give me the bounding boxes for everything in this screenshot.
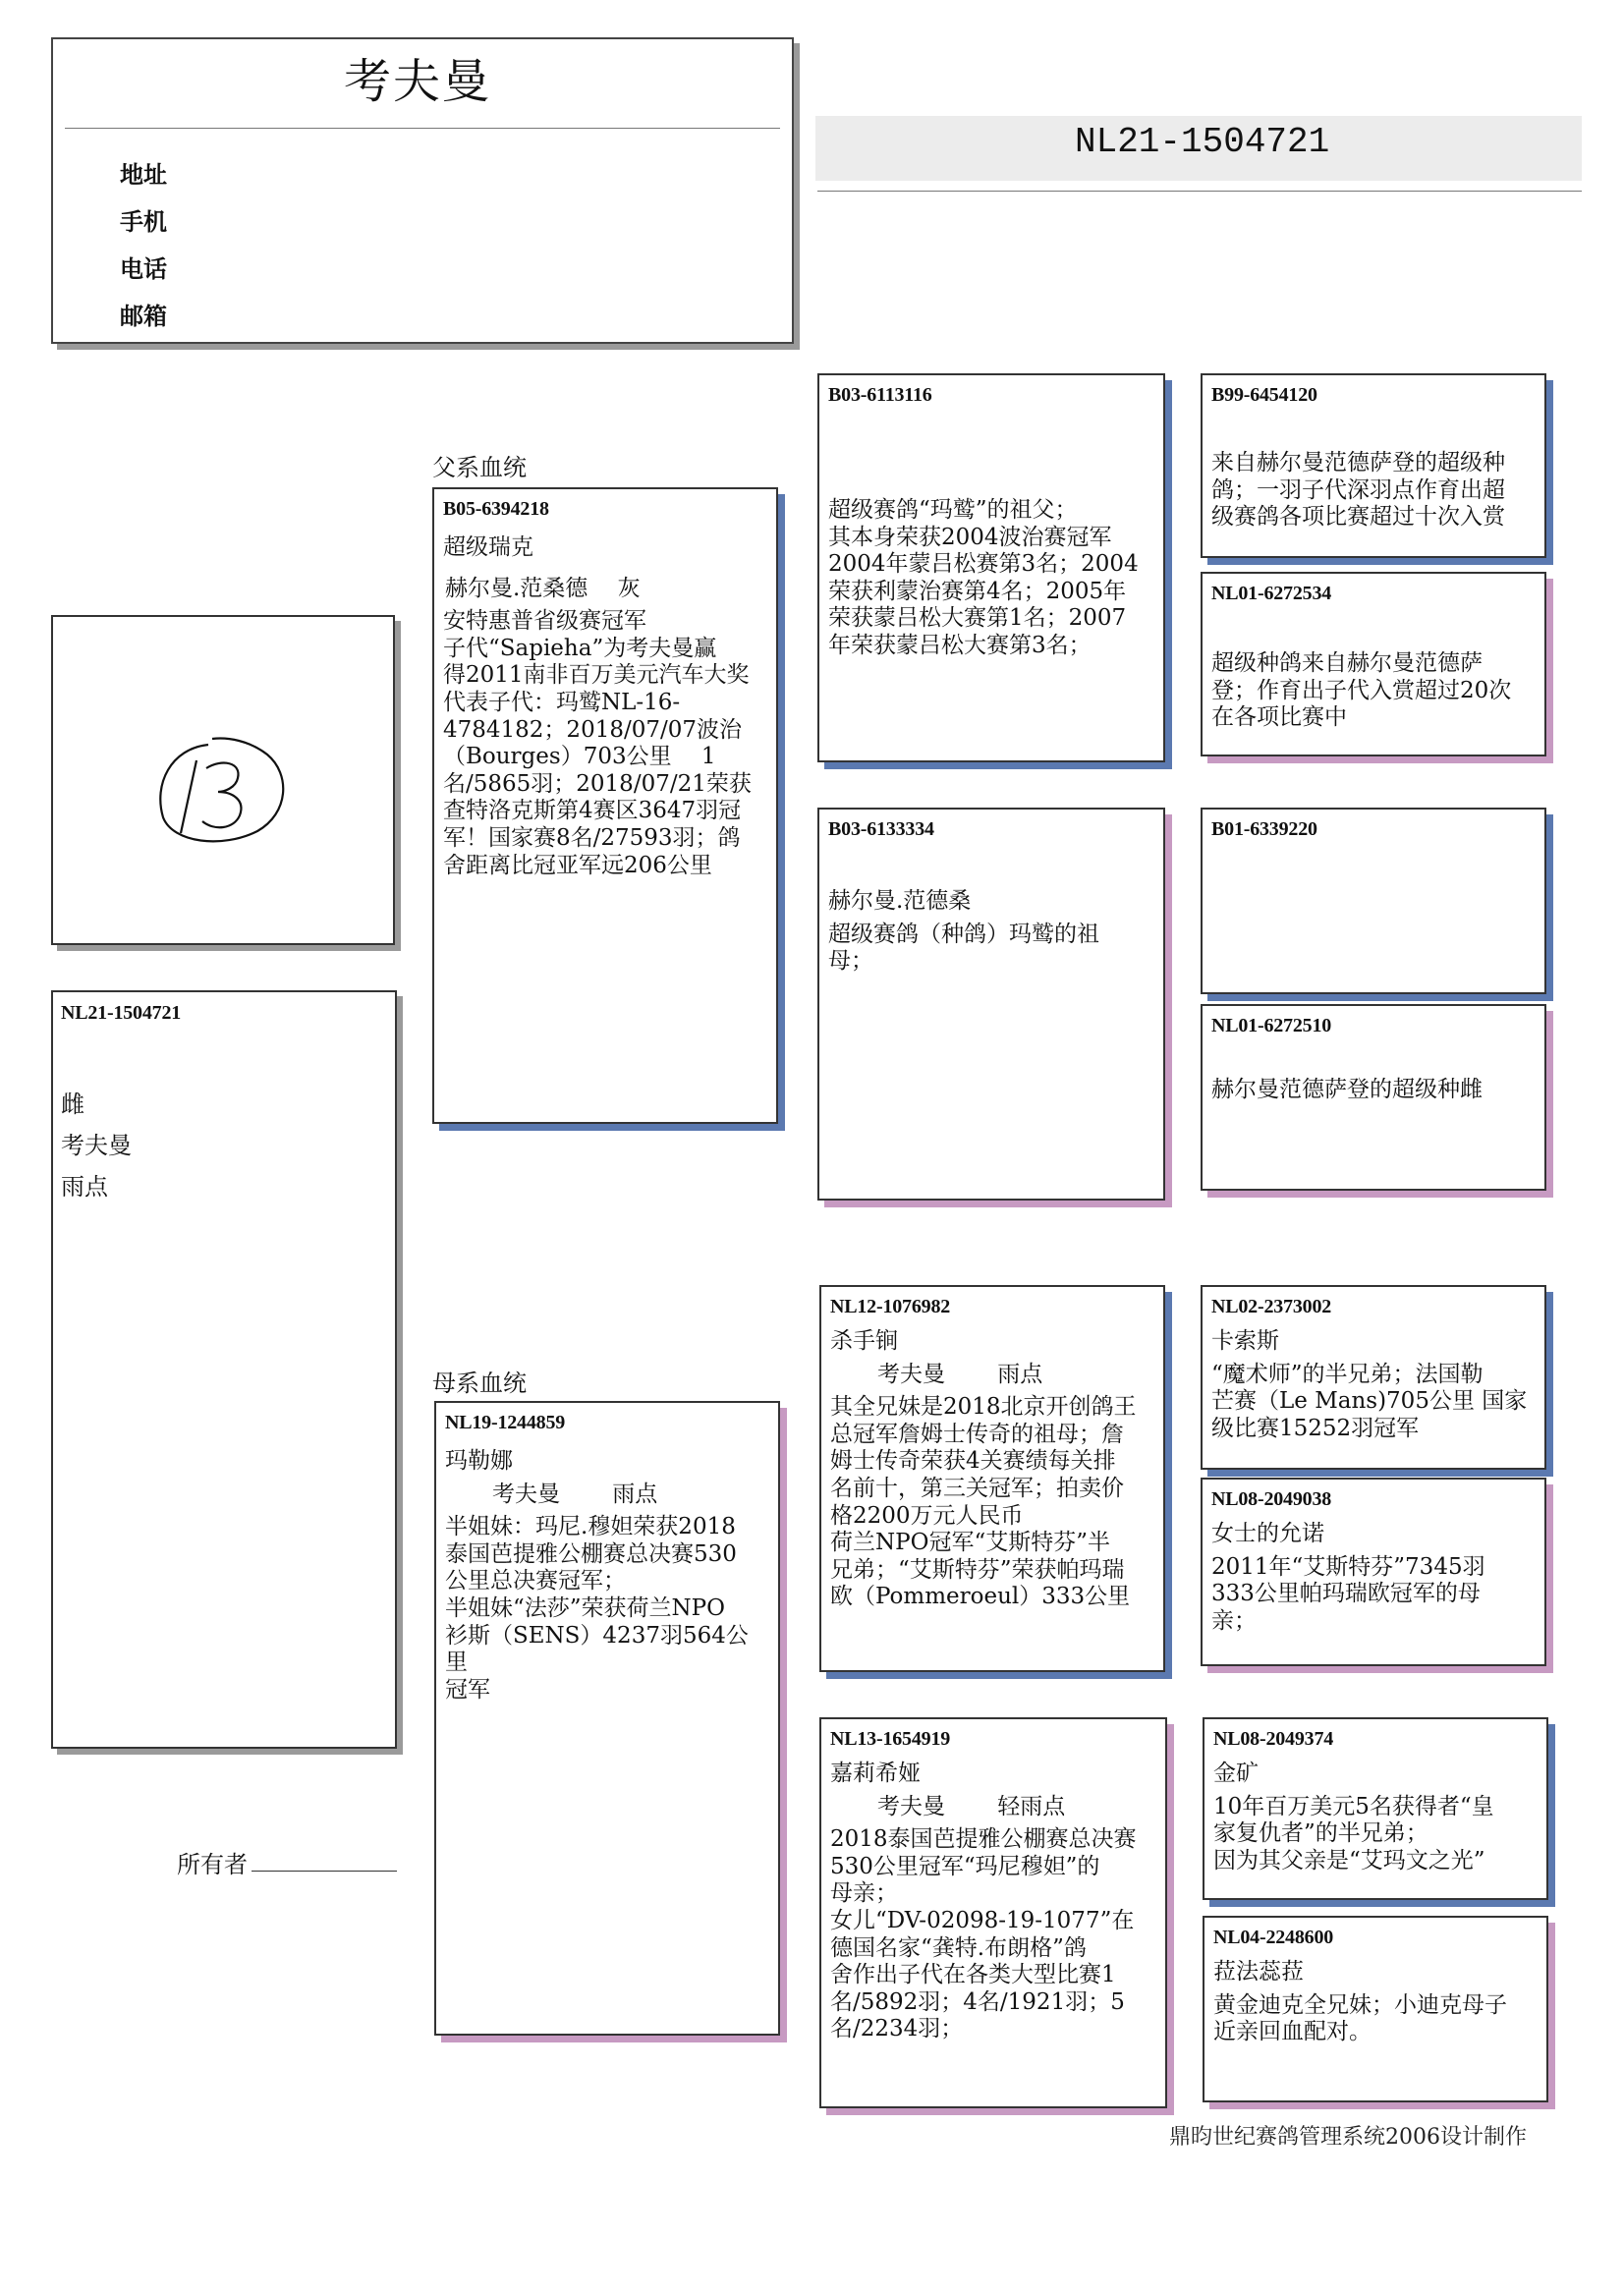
ggp-1-desc: 来自赫尔曼范德萨登的超级种 鸽；一羽子代深羽点作育出超 级赛鸽各项比赛超过十次入赏 (1211, 450, 1505, 531)
ggp-7-ring: NL08-2049374 (1213, 1728, 1334, 1750)
ggp-2-ring: NL01-6272534 (1211, 583, 1332, 604)
sire-desc: 安特惠普省级赛冠军 子代“Sapieha”为考夫曼赢 得2011南非百万美元汽车大奖 代表子代：玛鹫NL-16- 4784182；2018/07/07波治 （Bourges）703公里 1 名/5865羽；2018/07/21荣获 查特洛克斯第4赛区3647羽冠 军！国家赛8名/27593羽；鸽 舍距离比冠亚军远206公里 (443, 608, 752, 878)
grandsire-sire-card (817, 373, 1165, 762)
ggp-card-5 (1201, 1285, 1546, 1470)
gp-sd-name: 赫尔曼.范德桑 (828, 888, 972, 914)
gp-sd-desc: 超级赛鸽（种鸽）玛鹫的祖 母； (828, 921, 1099, 975)
header-divider (65, 128, 780, 129)
ggp-8-ring: NL04-2248600 (1213, 1927, 1334, 1948)
sire-card (432, 487, 778, 1124)
dam-line-label: 母系血统 (432, 1370, 527, 1397)
ggp-8-desc: 黄金迪克全兄妹；小迪克母子 近亲回血配对。 (1213, 1991, 1507, 2045)
ggp-7-name: 金矿 (1213, 1761, 1259, 1786)
ggp-card-3 (1201, 808, 1546, 994)
dam-name: 玛勒娜 (445, 1448, 513, 1474)
dam-card (434, 1401, 780, 2036)
ggp-4-desc: 赫尔曼范德萨登的超级种雌 (1211, 1077, 1483, 1102)
sire-line-label: 父系血统 (432, 454, 527, 481)
sire-ring: B05-6394218 (443, 498, 549, 520)
gp-ds-name: 杀手锏 (830, 1328, 898, 1354)
footer-credit: 鼎昀世纪赛鸽管理系统2006设计制作 (1169, 2125, 1527, 2150)
ggp-1-ring: B99-6454120 (1211, 384, 1317, 406)
ring-id-underline (817, 191, 1582, 192)
header-title: 考夫曼 (344, 54, 492, 109)
gp-ds-ring: NL12-1076982 (830, 1296, 951, 1317)
ggp-card-2 (1201, 572, 1546, 756)
ggp-3-ring: B01-6339220 (1211, 818, 1317, 840)
owner-line (252, 1871, 397, 1872)
ggp-card-7 (1203, 1717, 1548, 1900)
ggp-8-name: 菈法蕊菈 (1213, 1959, 1304, 1985)
ggp-card-1 (1201, 373, 1546, 558)
subject-strain: 考夫曼 (61, 1132, 132, 1159)
sire-sub: 赫尔曼.范桑德 灰 (445, 575, 641, 601)
sire-name: 超级瑞克 (443, 534, 533, 560)
mobile-field-label: 手机 (120, 208, 167, 236)
ggp-5-name: 卡索斯 (1211, 1328, 1279, 1354)
ggp-6-name: 女士的允诺 (1211, 1521, 1324, 1546)
gp-dd-name: 嘉莉希娅 (830, 1761, 921, 1786)
ggp-6-ring: NL08-2049038 (1211, 1488, 1332, 1510)
granddam-dam-card (819, 1717, 1167, 2108)
handwritten-number (141, 723, 308, 851)
ggp-card-4 (1201, 1004, 1546, 1191)
owner-label: 所有者 (177, 1851, 248, 1878)
ggp-card-8 (1203, 1916, 1548, 2102)
gp-dd-sub: 考夫曼 轻雨点 (832, 1793, 1066, 1819)
ggp-5-desc: “魔术师”的半兄弟；法国勒 芒赛（Le Mans)705公里 国家 级比赛15252羽冠军 (1211, 1361, 1528, 1441)
ring-id-heading: NL21-1504721 (1075, 122, 1330, 162)
gp-sd-ring: B03-6133334 (828, 818, 934, 840)
gp-ss-desc: 超级赛鸽“玛鹫”的祖父； 其本身荣获2004波治赛冠军 2004年蒙吕松赛第3名；2004 荣获利蒙治赛第4名；2005年 荣获蒙吕松大赛第1名；2007 年荣获蒙吕松大赛第3名； (828, 497, 1139, 658)
grandsire-dam-card (819, 1285, 1165, 1672)
gp-ds-sub: 考夫曼 雨点 (832, 1361, 1043, 1387)
address-field-label: 地址 (120, 161, 167, 189)
ggp-4-ring: NL01-6272510 (1211, 1015, 1332, 1036)
ggp-5-ring: NL02-2373002 (1211, 1296, 1332, 1317)
gp-dd-ring: NL13-1654919 (830, 1728, 951, 1750)
email-field-label: 邮箱 (120, 303, 167, 330)
dam-ring: NL19-1244859 (445, 1412, 566, 1433)
header-box (51, 37, 794, 344)
gp-dd-desc: 2018泰国芭提雅公棚赛总决赛 530公里冠军“玛尼穆妲”的 母亲； 女儿“DV-02098-19-1077”在 德国名家“龚特.布朗格”鸽 舍作出子代在各类大型比赛1 名/5892羽；4名/1921羽；5 名/2234羽； (830, 1826, 1137, 2042)
dam-desc: 半姐妹：玛尼.穆妲荣获2018 泰国芭提雅公棚赛总决赛530 公里总决赛冠军； 半姐妹“法莎”荣获荷兰NPO 衫斯（SENS）4237羽564公里 冠军 (445, 1514, 749, 1703)
phone-field-label: 电话 (120, 255, 167, 283)
ggp-7-desc: 10年百万美元5名获得者“皇 家复仇者”的半兄弟； 因为其父亲是“艾玛文之光” (1213, 1793, 1494, 1874)
ggp-card-6 (1201, 1478, 1546, 1666)
subject-sex: 雌 (61, 1091, 84, 1118)
subject-bird-box (51, 990, 397, 1749)
dam-sub: 考夫曼 雨点 (447, 1481, 658, 1507)
subject-ring: NL21-1504721 (61, 1002, 182, 1024)
ggp-2-desc: 超级种鸽来自赫尔曼范德萨 登；作育出子代入赏超过20次 在各项比赛中 (1211, 650, 1512, 731)
gp-ss-ring: B03-6113116 (828, 384, 932, 406)
gp-ds-desc: 其全兄妹是2018北京开创鸽王 总冠军詹姆士传奇的祖母；詹 姆士传奇荣获4关赛绩每关排 名前十，第三关冠军；拍卖价 格2200万元人民币 荷兰NPO冠军“艾斯特芬”半 兄弟；“艾斯特芬”荣获帕玛瑞 欧（Pommeroeul）333公里 (830, 1394, 1137, 1610)
subject-color: 雨点 (61, 1173, 108, 1201)
ggp-6-desc: 2011年“艾斯特芬”7345羽 333公里帕玛瑞欧冠军的母 亲； (1211, 1553, 1485, 1634)
photo-box (51, 615, 395, 945)
granddam-sire-card (817, 808, 1165, 1201)
